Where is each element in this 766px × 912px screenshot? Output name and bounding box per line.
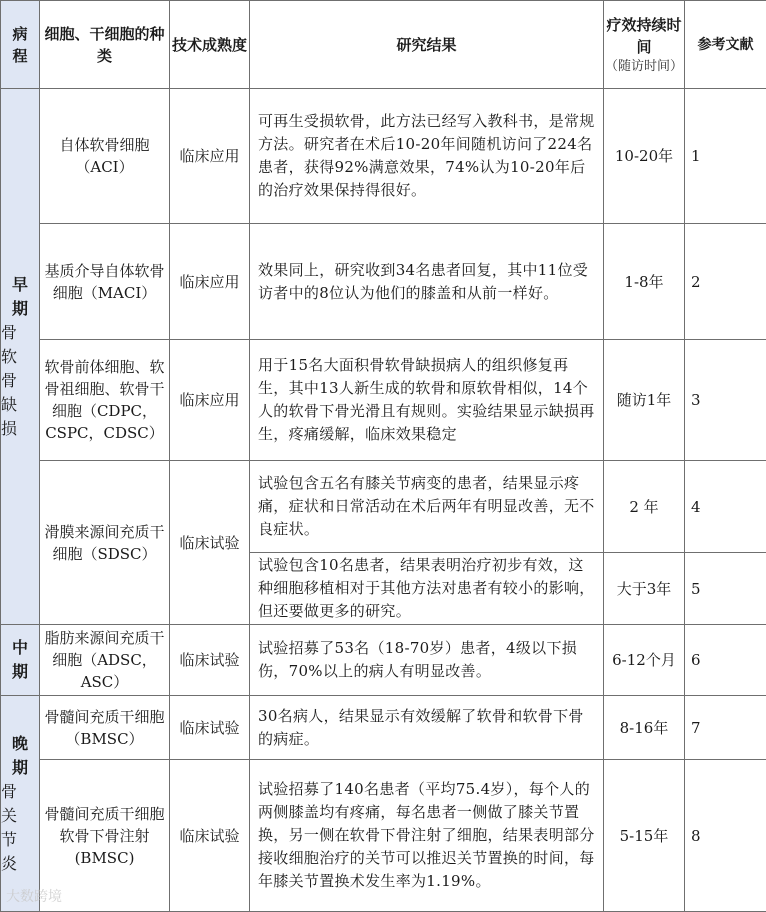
duration: 随访1年 bbox=[604, 340, 685, 461]
table-row bbox=[1, 340, 766, 461]
table-row bbox=[1, 224, 766, 340]
header-references: 参考文献 bbox=[685, 1, 766, 89]
cell-type: 脂肪来源间充质干细胞（ADSC，ASC） bbox=[40, 625, 170, 696]
stage-early-subtitle: 骨软骨缺损 bbox=[1, 321, 17, 441]
duration: 6-12个月 bbox=[604, 625, 685, 696]
stage-early: 早期 骨软骨缺损 bbox=[1, 89, 40, 625]
stage-late: 晚期 骨关节炎 bbox=[1, 696, 40, 912]
maturity: 临床试验 bbox=[170, 461, 250, 625]
result: 用于15名大面积骨软骨缺损病人的组织修复再生，其中13人新生成的软骨和原软骨相似，14个人的软骨下骨光滑且有规则。实验结果显示缺损再生，疼痛缓解，临床效果稳定 bbox=[250, 340, 604, 461]
reference: 2 bbox=[685, 224, 766, 340]
cell-type: 软骨前体细胞、软骨祖细胞、软骨干细胞（CDPC，CSPC，CDSC） bbox=[40, 340, 170, 461]
reference: 4 bbox=[685, 461, 766, 553]
maturity: 临床应用 bbox=[170, 340, 250, 461]
maturity: 临床试验 bbox=[170, 696, 250, 760]
table-row bbox=[1, 461, 766, 553]
stage-late-subtitle: 骨关节炎 bbox=[1, 780, 17, 876]
reference: 5 bbox=[685, 553, 766, 625]
reference: 3 bbox=[685, 340, 766, 461]
header-cell-type: 细胞、干细胞的种类 bbox=[40, 1, 170, 89]
reference: 1 bbox=[685, 89, 766, 224]
header-stage: 病程 bbox=[1, 1, 40, 89]
result: 试验包含五名有膝关节病变的患者，结果显示疼痛，症状和日常活动在术后两年有明显改善，无不良症状。 bbox=[250, 461, 604, 553]
duration: 10-20年 bbox=[604, 89, 685, 224]
header-maturity: 技术成熟度 bbox=[170, 1, 250, 89]
maturity: 临床试验 bbox=[170, 760, 250, 912]
result: 试验包含10名患者，结果表明治疗初步有效，这种细胞移植相对于其他方法对患者有较小的影响，但还要做更多的研究。 bbox=[250, 553, 604, 625]
header-duration-note: （随访时间） bbox=[604, 58, 684, 76]
header-results: 研究结果 bbox=[250, 1, 604, 89]
table-row bbox=[1, 696, 766, 760]
result: 可再生受损软骨，此方法已经写入教科书，是常规方法。研究者在术后10-20年间随机访问了224名患者，获得92%满意效果，74%认为10-20年后的治疗效果保持得很好。 bbox=[250, 89, 604, 224]
cell-type: 自体软骨细胞（ACI） bbox=[40, 89, 170, 224]
duration: 8-16年 bbox=[604, 696, 685, 760]
result: 试验招募了140名患者（平均75.4岁），每个人的两侧膝盖均有疼痛，每名患者一侧做了膝关节置换，另一侧在软骨下骨注射了细胞，结果表明部分接收细胞治疗的关节可以推迟关节置换的时间，每年膝关节置换术发生率为1.19%。 bbox=[250, 760, 604, 912]
duration: 1-8年 bbox=[604, 224, 685, 340]
reference: 7 bbox=[685, 696, 766, 760]
reference: 8 bbox=[685, 760, 766, 912]
maturity: 临床应用 bbox=[170, 89, 250, 224]
table-row bbox=[1, 89, 766, 224]
cell-type: 骨髓间充质干细胞（BMSC） bbox=[40, 696, 170, 760]
maturity: 临床试验 bbox=[170, 625, 250, 696]
table-row bbox=[1, 625, 766, 696]
watermark: 大数跨境 bbox=[6, 886, 62, 906]
cell-type: 骨髓间充质干细胞软骨下骨注射(BMSC) bbox=[40, 760, 170, 912]
duration: 2 年 bbox=[604, 461, 685, 553]
stage-middle: 中期 bbox=[1, 625, 40, 696]
duration: 5-15年 bbox=[604, 760, 685, 912]
header-duration: 疗效持续时间 （随访时间） bbox=[604, 1, 685, 89]
table-row bbox=[1, 760, 766, 912]
result: 试验招募了53名（18-70岁）患者，4级以下损伤，70%以上的病人有明显改善。 bbox=[250, 625, 604, 696]
reference: 6 bbox=[685, 625, 766, 696]
duration: 大于3年 bbox=[604, 553, 685, 625]
maturity: 临床应用 bbox=[170, 224, 250, 340]
cell-type: 基质介导自体软骨细胞（MACI） bbox=[40, 224, 170, 340]
result: 30名病人，结果显示有效缓解了软骨和软骨下骨的病症。 bbox=[250, 696, 604, 760]
result: 效果同上，研究收到34名患者回复，其中11位受访者中的8位认为他们的膝盖和从前一样好。 bbox=[250, 224, 604, 340]
cell-type: 滑膜来源间充质干细胞（SDSC） bbox=[40, 461, 170, 625]
